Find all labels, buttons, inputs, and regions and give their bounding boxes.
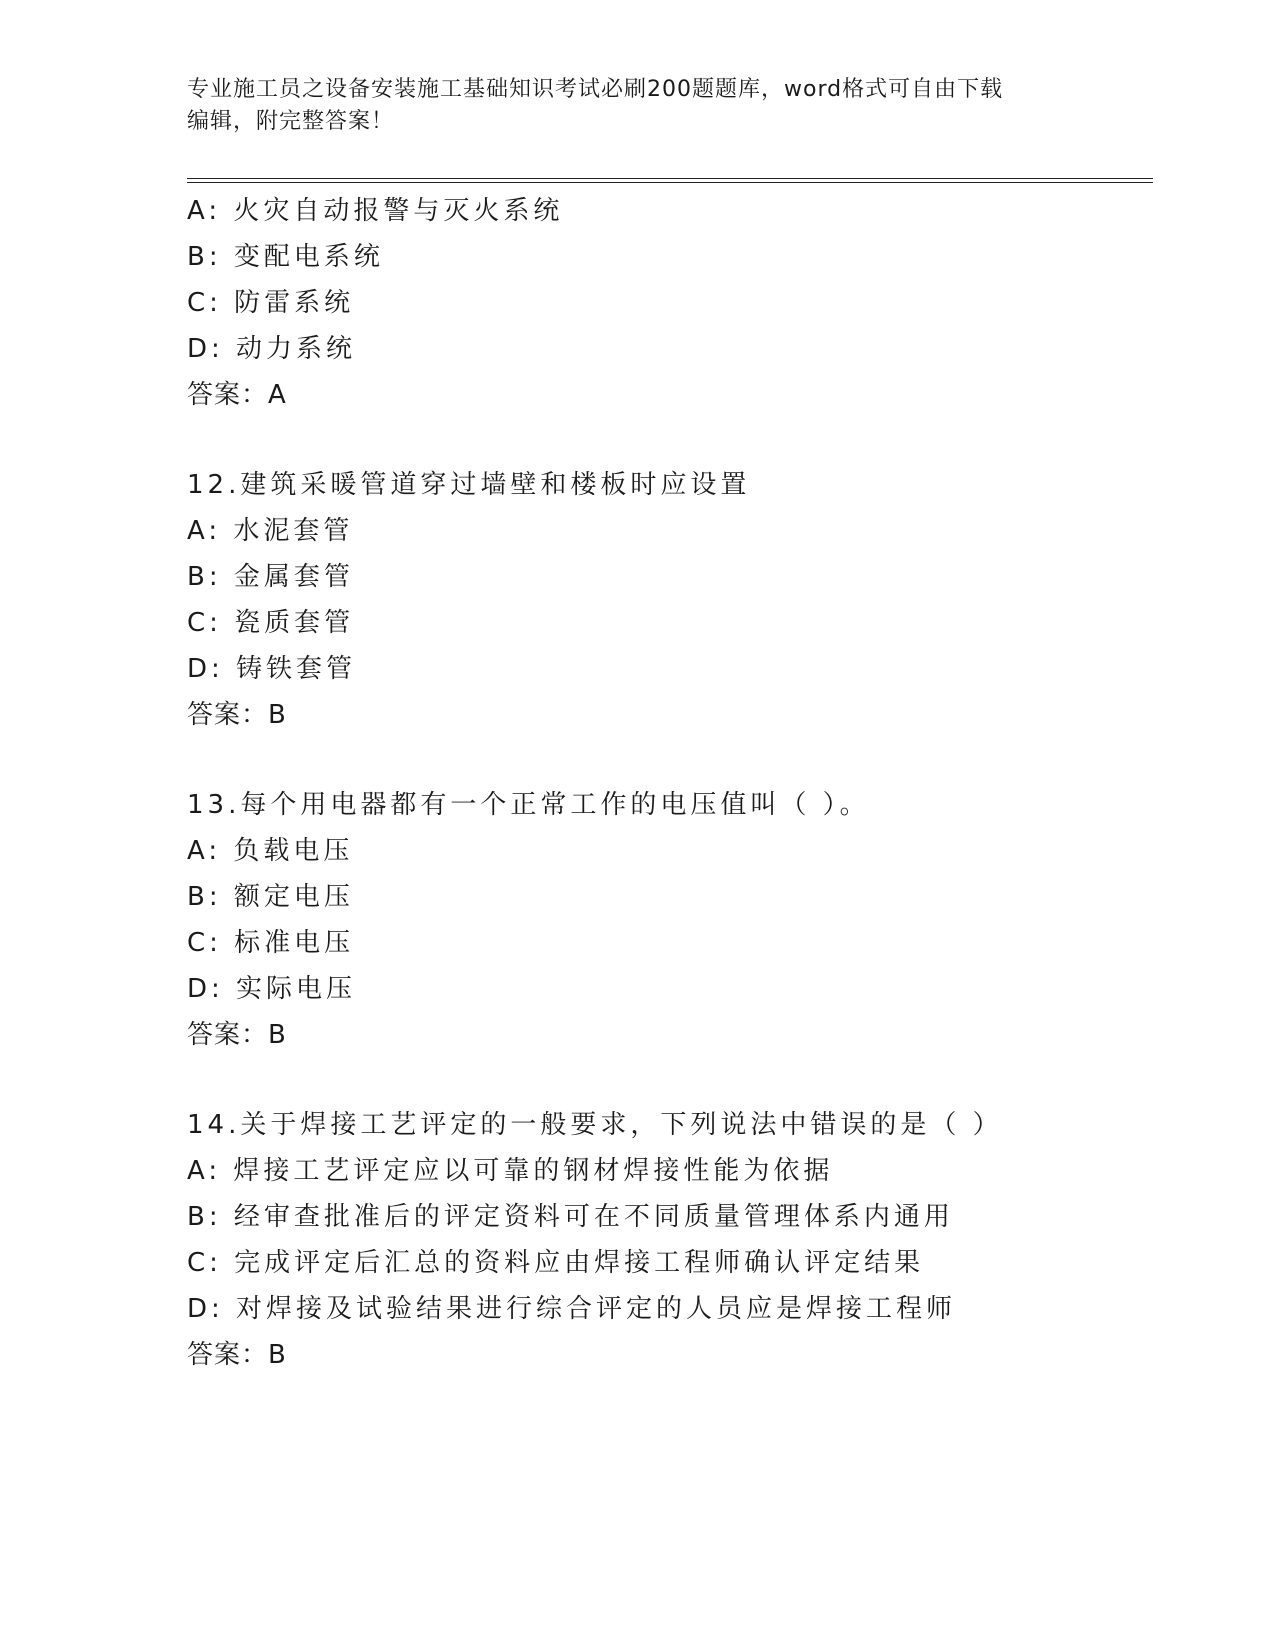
option-c: C: 完成评定后汇总的资料应由焊接工程师确认评定结果 — [187, 1248, 925, 1278]
option-c: C: 标准电压 — [187, 928, 355, 958]
answer-line: 答案：A — [187, 380, 287, 410]
option-d: D: 实际电压 — [187, 974, 357, 1004]
answer-line: 答案：B — [187, 1340, 287, 1370]
spacer — [187, 418, 1167, 462]
option-a: A: 负载电压 — [187, 836, 354, 866]
question-text: 12.建筑采暖管道穿过墙壁和楼板时应设置 — [187, 470, 751, 500]
question-list — [187, 188, 1167, 1378]
document-header — [187, 74, 1087, 138]
option-c: C: 防雷系统 — [187, 288, 355, 318]
question-block-11 — [187, 188, 1167, 418]
header-line-1: 专业施工员之设备安装施工基础知识考试必刷200题题库，word格式可自由下载 — [187, 77, 1004, 102]
option-b: B: 额定电压 — [187, 882, 354, 912]
option-b: B: 经审查批准后的评定资料可在不同质量管理体系内通用 — [187, 1202, 954, 1232]
question-text: 14.关于焊接工艺评定的一般要求，下列说法中错误的是（ ） — [187, 1110, 1003, 1140]
option-d: D: 动力系统 — [187, 334, 357, 364]
question-block-12 — [187, 462, 1167, 738]
spacer — [187, 1058, 1167, 1102]
option-d: D: 铸铁套管 — [187, 654, 357, 684]
question-block-14 — [187, 1102, 1167, 1378]
option-d: D: 对焊接及试验结果进行综合评定的人员应是焊接工程师 — [187, 1294, 957, 1324]
answer-line: 答案：B — [187, 700, 287, 730]
header-divider-bottom — [187, 182, 1153, 183]
spacer — [187, 738, 1167, 782]
question-text: 13.每个用电器都有一个正常工作的电压值叫（ ）。 — [187, 790, 870, 820]
option-c: C: 瓷质套管 — [187, 608, 355, 638]
option-a: A: 水泥套管 — [187, 516, 354, 546]
answer-line: 答案：B — [187, 1020, 287, 1050]
option-b: B: 金属套管 — [187, 562, 354, 592]
header-divider-top — [187, 178, 1153, 179]
option-b: B: 变配电系统 — [187, 242, 384, 272]
header-line-2: 编辑，附完整答案！ — [187, 109, 395, 134]
option-a: A: 火灾自动报警与灭火系统 — [187, 196, 564, 226]
question-block-13 — [187, 782, 1167, 1058]
option-a: A: 焊接工艺评定应以可靠的钢材焊接性能为依据 — [187, 1156, 834, 1186]
